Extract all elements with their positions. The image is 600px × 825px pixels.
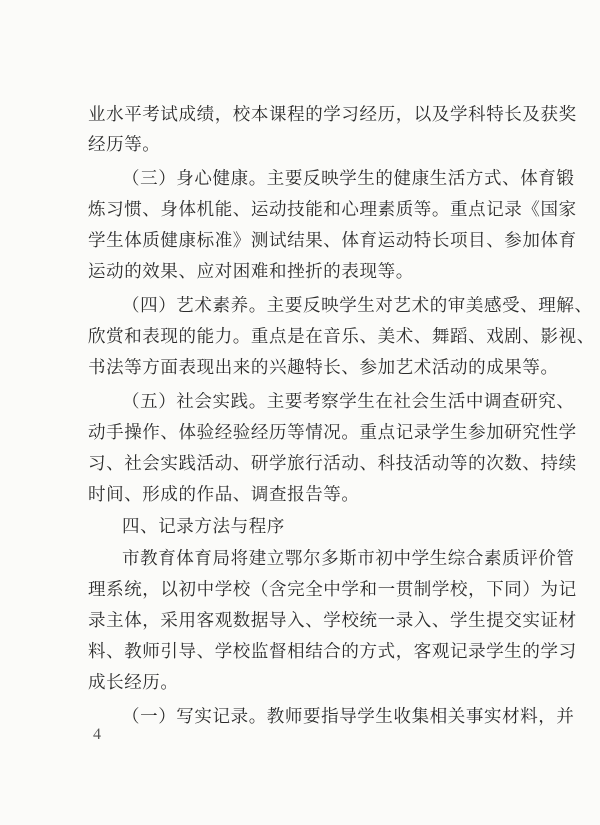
text-line: 学生体质健康标准》测试结果、体育运动特长项目、参加体育 <box>88 231 577 251</box>
text-line: 市教育体育局将建立鄂尔多斯市初中学生综合素质评价管 <box>122 549 575 569</box>
text-line: （一）写实记录。教师要指导学生收集相关事实材料，并 <box>122 707 575 727</box>
text-line: （五）社会实践。主要考察学生在社会生活中调查研究、 <box>122 392 575 412</box>
text-line: 动手操作、体验经验经历等情况。重点记录学生参加研究性学 <box>88 423 577 443</box>
text-line: 料、教师引导、学校监督相结合的方式，客观记录学生的学习 <box>88 642 577 662</box>
text-line: 理系统，以初中学校（含完全中学和一贯制学校，下同）为记 <box>88 580 577 600</box>
text-line: 欣赏和表现的能力。重点是在音乐、美术、舞蹈、戏剧、影视、 <box>88 327 595 347</box>
text-line: 成长经历。 <box>88 673 179 693</box>
text-line: 习、社会实践活动、研学旅行活动、科技活动等的次数、持续 <box>88 454 577 474</box>
text-line: 经历等。 <box>88 135 161 155</box>
text-line: 运动的效果、应对困难和挫折的表现等。 <box>88 262 414 282</box>
text-line: 业水平考试成绩，校本课程的学习经历，以及学科特长及获奖 <box>88 105 577 125</box>
section-heading: 四、记录方法与程序 <box>122 517 285 537</box>
text-line: 书法等方面表现出来的兴趣特长、参加艺术活动的成果等。 <box>88 358 559 378</box>
page-number: 4 <box>93 726 101 743</box>
text-line: 时间、形成的作品、调查报告等。 <box>88 485 360 505</box>
text-line: （三）身心健康。主要反映学生的健康生活方式、体育锻 <box>122 169 575 189</box>
text-line: （四）艺术素养。主要反映学生对艺术的审美感受、理解、 <box>122 296 593 316</box>
text-line: 录主体，采用客观数据导入、学校统一录入、学生提交实证材 <box>88 611 577 631</box>
text-line: 炼习惯、身体机能、运动技能和心理素质等。重点记录《国家 <box>88 200 577 220</box>
